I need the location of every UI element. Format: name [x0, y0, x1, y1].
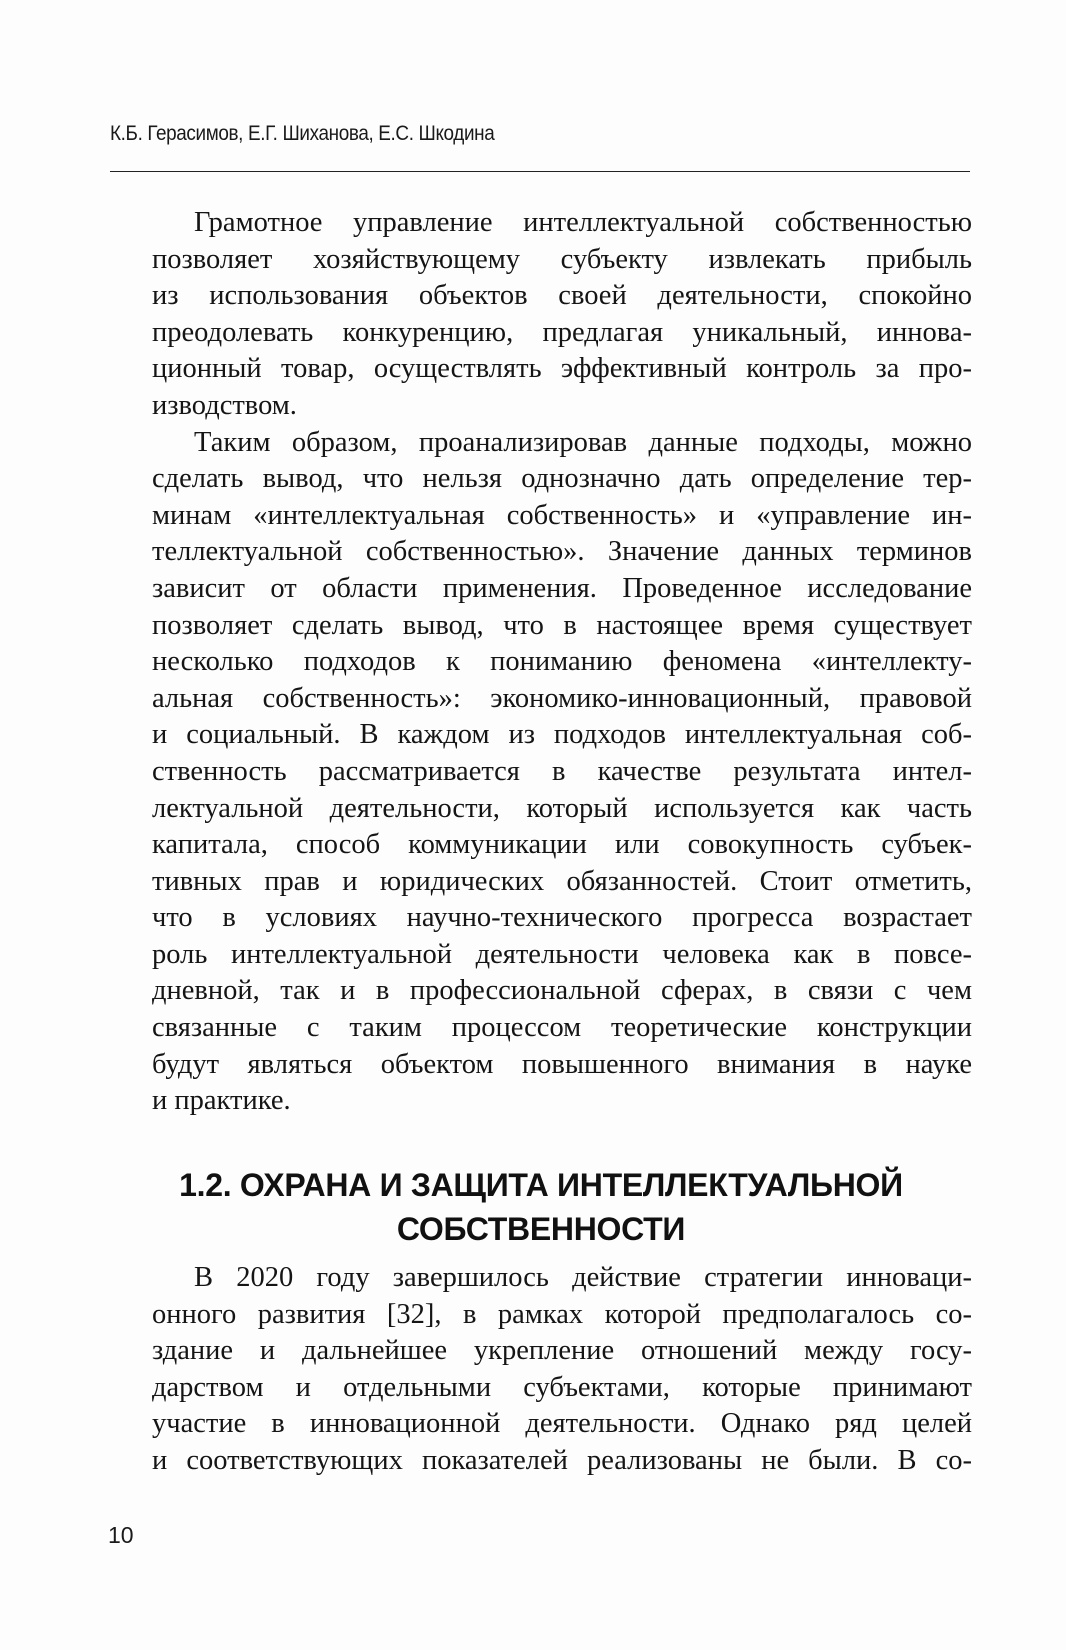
text-line: лектуальной деятельности, который используется как часть [152, 792, 972, 824]
text-line: участие в инновационной деятельности. Однако ряд целей [152, 1408, 972, 1440]
text-line: Таким образом, проанализировав данные подходы, можно [194, 426, 972, 458]
text-line: преодолевать конкуренцию, предлагая уникальный, иннова- [152, 316, 972, 348]
section-heading-line-1: 1.2. ОХРАНА И ЗАЩИТА ИНТЕЛЛЕКТУАЛЬНОЙ [179, 1167, 903, 1203]
text-line: роль интеллектуальной деятельности человека как в повсе- [152, 938, 972, 970]
text-line: дневной, так и в профессиональной сферах, в связи с чем [152, 975, 972, 1007]
text-line: изводством. [152, 389, 297, 421]
text-line: дарством и отдельными субъектами, которые принимают [152, 1371, 972, 1403]
text-line: позволяет хозяйствующему субъекту извлекать прибыль [152, 243, 972, 275]
text-line: зависит от области применения. Проведенное исследование [152, 572, 972, 604]
text-line: минам «интеллектуальная собственность» и «управление ин- [152, 499, 972, 531]
text-line: несколько подходов к пониманию феномена «интеллекту- [152, 646, 972, 678]
text-line: тивных прав и юридических обязанностей. Стоит отметить, [152, 865, 972, 897]
section-heading [110, 1163, 972, 1251]
text-line: из использования объектов своей деятельности, спокойно [152, 280, 972, 312]
text-line: сделать вывод, что нельзя однозначно дать определение тер- [152, 463, 972, 495]
paragraph-2 [110, 425, 972, 1120]
text-line: ственность рассматривается в качестве результата интел- [152, 755, 972, 787]
section-text-block [110, 1260, 972, 1480]
paragraph-1 [110, 205, 972, 425]
text-line: теллектуальной собственностью». Значение данных терминов [152, 536, 972, 568]
text-line: Грамотное управление интеллектуальной собственностью [194, 207, 972, 238]
text-line: будут являться объектом повышенного внимания в науке [152, 1048, 972, 1080]
paragraph-3 [110, 1260, 972, 1480]
text-line: и практике. [152, 1085, 291, 1117]
section-heading-line-2: СОБСТВЕННОСТИ [396, 1211, 686, 1247]
page-number: 10 [108, 1522, 134, 1548]
text-line: и соответствующих показателей реализованы не были. В со- [152, 1444, 972, 1476]
main-text-block [110, 205, 972, 1120]
text-line: онного развития [32], в рамках которой предполагалось со- [152, 1298, 972, 1330]
header-rule [110, 171, 970, 172]
text-line: что в условиях научно-технического прогресса возрастает [152, 902, 972, 934]
text-line: позволяет сделать вывод, что в настоящее время существует [152, 609, 972, 641]
text-line: капитала, способ коммуникации или совокупность субъек- [152, 829, 972, 861]
running-head-authors: К.Б. Герасимов, Е.Г. Шиханова, Е.С. Шкодина [110, 122, 495, 145]
text-line: ционный товар, осуществлять эффективный контроль за про- [152, 353, 972, 385]
text-line: здание и дальнейшее укрепление отношений между госу- [152, 1335, 972, 1367]
text-line: связанные с таким процессом теоретические конструкции [152, 1012, 972, 1044]
text-line: В 2020 году завершилось действие стратегии инноваци- [194, 1262, 972, 1293]
text-line: и социальный. В каждом из подходов интеллектуальная соб- [152, 719, 972, 751]
text-line: альная собственность»: экономико-инновационный, правовой [152, 682, 972, 714]
